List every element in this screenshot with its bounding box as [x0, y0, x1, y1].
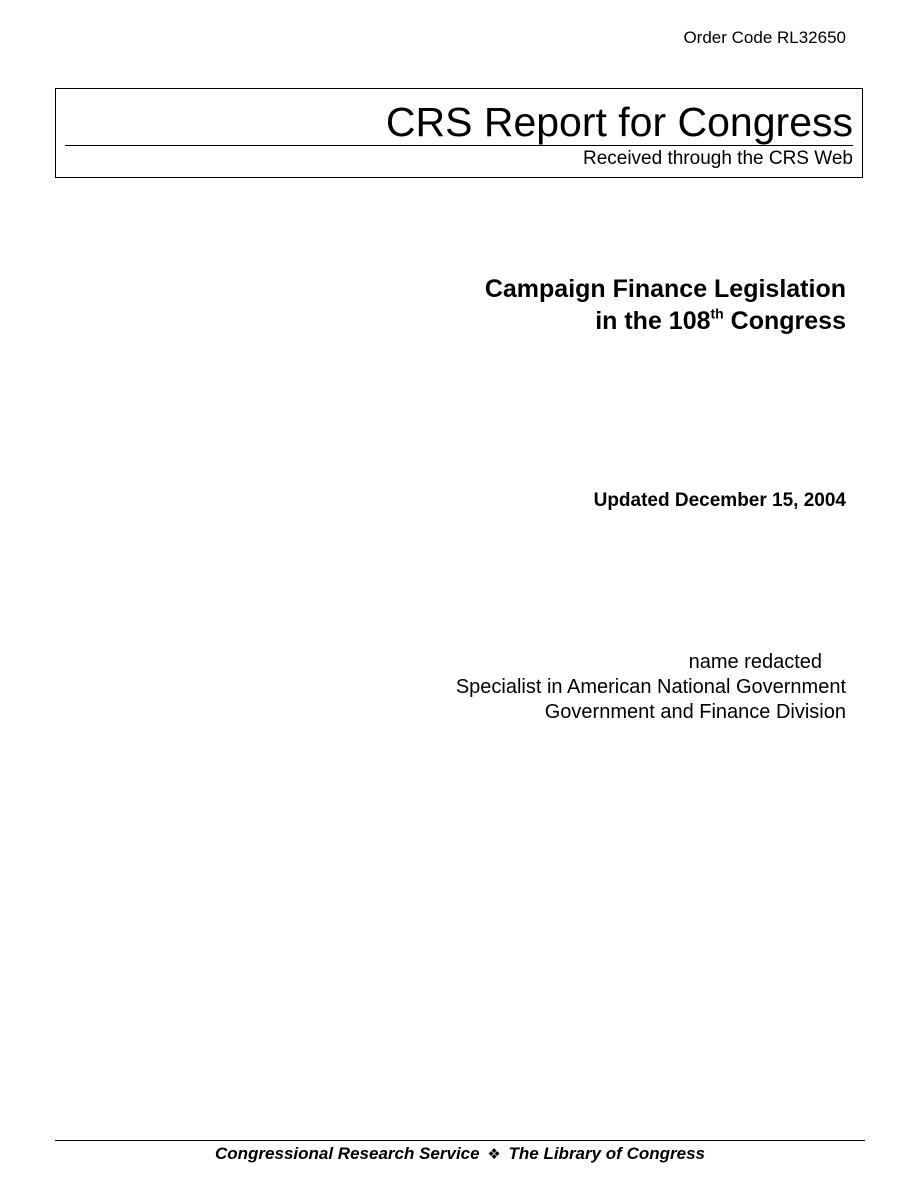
report-header-title: CRS Report for Congress [385, 99, 853, 145]
order-code: Order Code RL32650 [683, 28, 846, 47]
title-line-2-suffix: Congress [723, 307, 846, 335]
report-header-box [55, 88, 863, 178]
header-divider [65, 145, 853, 146]
diamond-separator-icon: ❖ [487, 1145, 501, 1163]
document-title-line-1: Campaign Finance Legislation [484, 275, 846, 303]
updated-date: Updated December 15, 2004 [593, 490, 846, 511]
footer-divider [55, 1140, 865, 1141]
author-position: Specialist in American National Government [455, 676, 846, 698]
footer-library: The Library of Congress [508, 1144, 705, 1163]
author-block [456, 650, 846, 725]
footer [0, 1143, 920, 1165]
report-header-subtitle: Received through the CRS Web [582, 148, 853, 169]
title-ordinal-suffix: th [710, 305, 724, 322]
author-division: Government and Finance Division [544, 701, 846, 723]
document-title-line-2 [485, 305, 846, 337]
footer-organization: Congressional Research Service [215, 1144, 480, 1163]
document-title [485, 273, 846, 337]
author-name: name redacted [688, 651, 822, 673]
title-line-2-prefix: in the 108 [595, 307, 711, 335]
